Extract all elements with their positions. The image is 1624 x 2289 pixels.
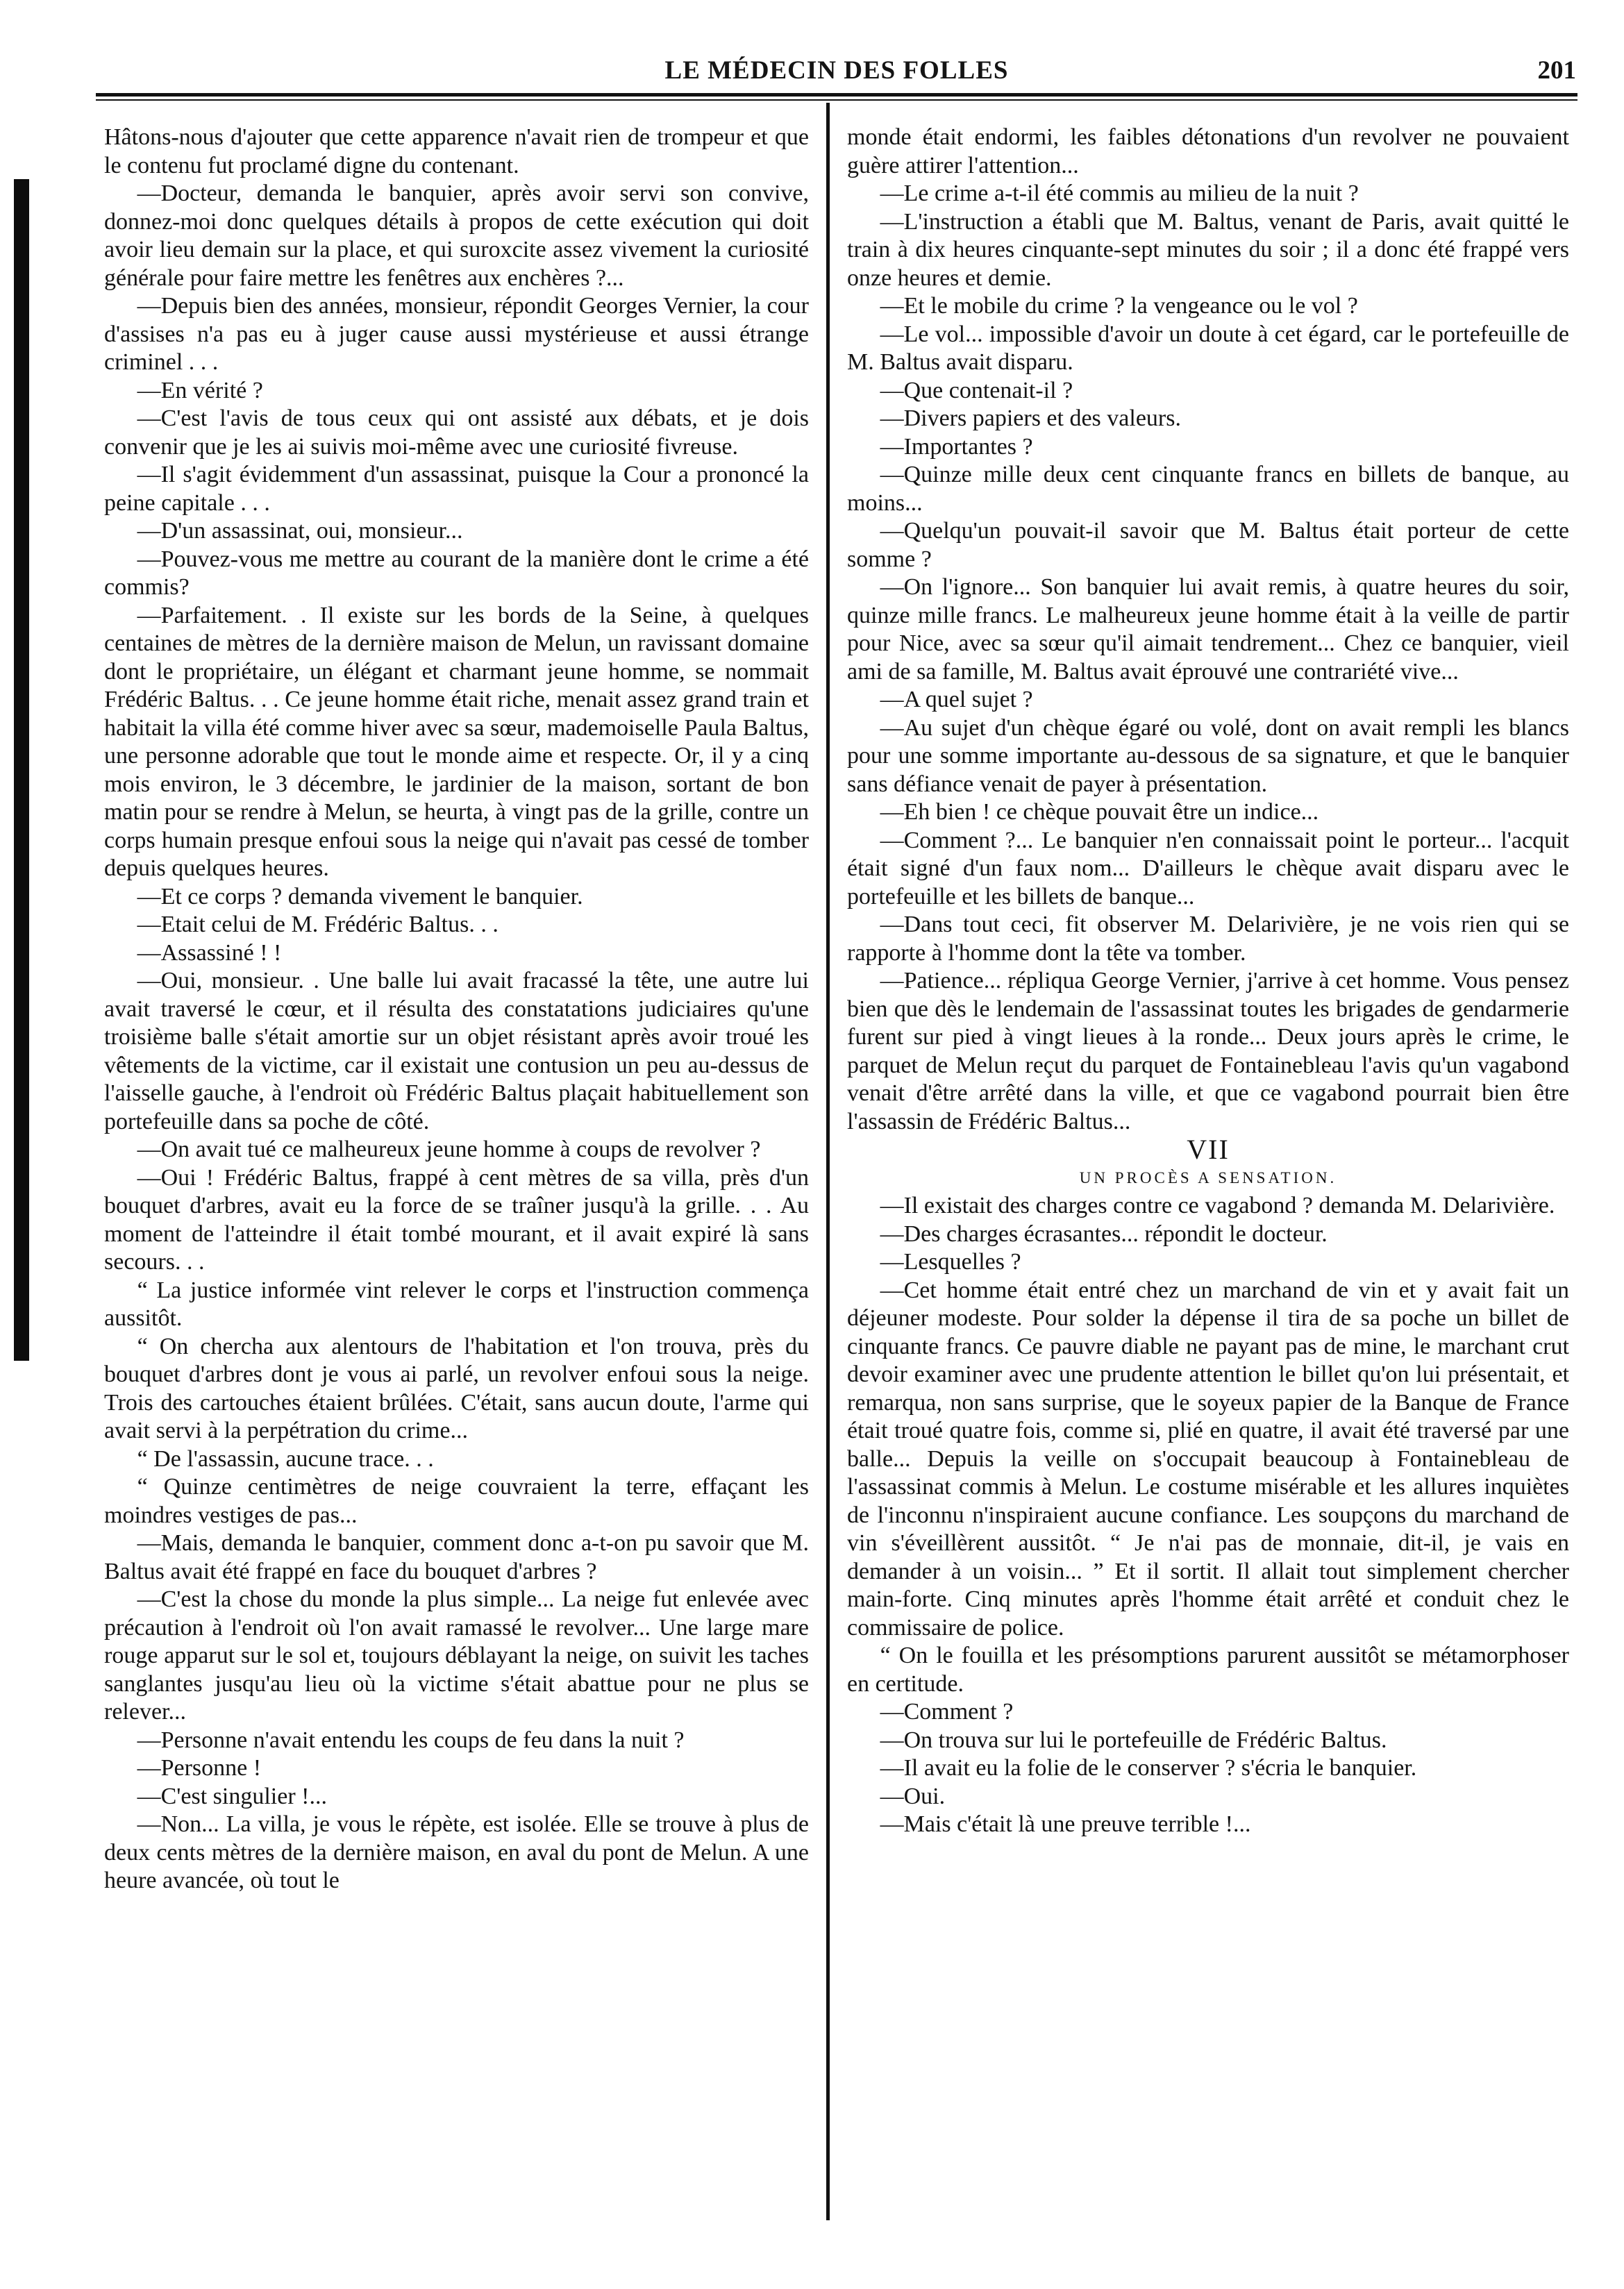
paragraph: —Quelqu'un pouvait-il savoir que M. Baltus était porteur de cette somme ? bbox=[847, 518, 1569, 572]
paragraph: —Importantes ? bbox=[880, 433, 1033, 460]
paragraph: —Oui, monsieur. . Une balle lui avait fracassé la tête, une autre lui avait traversé le cœur, et il résulta des constatations judiciaires qu'une troisième balle s'était amortie sur un objet résistant après avoir troué les vêtements de la victime, car il existait une contusion un peu au-dessus de l'aisselle gauche, à l'endroit où Frédéric Baltus plaçait habituellement son portefeuille dans sa poche de côté. bbox=[104, 968, 809, 1134]
paragraph: —Personne ! bbox=[137, 1755, 262, 1781]
paragraph: —Dans tout ceci, fit observer M. Delarivière, je ne vois rien qui se rapporte à l'homme dont la tête va tomber. bbox=[847, 912, 1569, 966]
paragraph: —Des charges écrasantes... répondit le docteur. bbox=[880, 1221, 1328, 1247]
paragraph: —Mais c'était là une preuve terrible !... bbox=[880, 1811, 1251, 1837]
paragraph: —Oui. bbox=[880, 1783, 946, 1809]
paragraph: —On l'ignore... Son banquier lui avait remis, à quatre heures du soir, quinze mille francs. Le malheureux jeune homme était à la veille de partir pour Nice, avec sa sœur qu'il aimait tendrement... Chez ce banquier, vieil ami de sa famille, M. Baltus avait éprouvé une contrariété vive... bbox=[847, 574, 1569, 685]
paragraph: —Au sujet d'un chèque égaré ou volé, dont on avait rempli les blancs pour une somme importante au-dessous de sa signature, et que le banquier sans défiance venait de payer à présentation. bbox=[847, 714, 1569, 797]
paragraph: —Personne n'avait entendu les coups de feu dans la nuit ? bbox=[137, 1727, 685, 1753]
paragraph: —Le vol... impossible d'avoir un doute à cet égard, car le portefeuille de M. Baltus avait disparu. bbox=[847, 321, 1569, 375]
paragraph: —Parfaitement. . Il existe sur les bords de la Seine, à quelques centaines de mètres de la dernière maison de Melun, un ravissant domaine dont le propriétaire, un élégant et charmant jeune homme, se nommait Frédéric Baltus. . . Ce jeune homme était riche, menait assez grand train et habitait la villa été comme hiver avec sa sœur, mademoiselle Paula Baltus, une personne adorable que tout le monde aime et respecte. Or, il y a cinq mois environ, le 3 décembre, le jardinier de la maison, sortant de bon matin pour se rendre à Melun, se heurta, à vingt pas de la grille, contre un corps humain presque enfoui sous la neige qui n'avait pas cessé de tomber depuis quelques heures. bbox=[104, 602, 809, 881]
paragraph: —Divers papiers et des valeurs. bbox=[880, 405, 1181, 431]
paragraph: —A quel sujet ? bbox=[880, 687, 1033, 712]
paragraph: —Lesquelles ? bbox=[880, 1249, 1021, 1275]
paragraph: —C'est la chose du monde la plus simple... La neige fut enlevée avec précaution à l'endroit où l'on avait ramassé le revolver... Une large mare rouge apparut sur le sol et, toujours déblayant la neige, on suivit les taches sanglantes jusqu'au lieu où la victime s'était abattue pour ne plus se relever... bbox=[104, 1586, 809, 1725]
paragraph: —Comment ? bbox=[880, 1699, 1014, 1725]
paragraph: —Il avait eu la folie de le conserver ? s'écria le banquier. bbox=[880, 1755, 1417, 1781]
paragraph: “ Quinze centimètres de neige couvraient la terre, effaçant les moindres vestiges de pas... bbox=[104, 1474, 809, 1528]
paragraph: —L'instruction a établi que M. Baltus, venant de Paris, avait quitté le train à dix heures cinquante-sept minutes du soir ; il a donc été frappé vers onze heures et demie. bbox=[847, 208, 1569, 291]
paragraph: —Etait celui de M. Frédéric Baltus. . . bbox=[137, 912, 499, 937]
paragraph: —Pouvez-vous me mettre au courant de la manière dont le crime a été commis? bbox=[104, 546, 809, 600]
header-rule-thin bbox=[96, 99, 1577, 101]
paragraph: —Quinze mille deux cent cinquante francs en billets de banque, au moins... bbox=[847, 462, 1569, 516]
paragraph: —En vérité ? bbox=[137, 377, 263, 403]
paragraph: Hâtons-nous d'ajouter que cette apparence n'avait rien de trompeur et que le contenu fut proclamé digne du contenant. bbox=[104, 124, 809, 178]
paragraph: —Et ce corps ? demanda vivement le banquier. bbox=[137, 883, 583, 909]
paragraph: —Docteur, demanda le banquier, après avoir servi son convive, donnez-moi donc quelques détails à propos de cette exécution qui doit avoir lieu demain sur la place, et qui suroxcite assez vivement la curiosité générale pour faire mettre les fenêtres aux enchères ?... bbox=[104, 181, 809, 291]
paragraph: —Depuis bien des années, monsieur, répondit Georges Vernier, la cour d'assises n'a pas eu à juger cause aussi mystérieuse et aussi étrange criminel . . . bbox=[104, 293, 809, 375]
paragraph: “ La justice informée vint relever le corps et l'instruction commença aussitôt. bbox=[104, 1277, 809, 1331]
paragraph: “ On chercha aux alentours de l'habitation et l'on trouva, près du bouquet d'arbres dont je vous ai parlé, un revolver enfoui sous la neige. Trois des cartouches étaient brûlées. C'était, sans aucun doute, l'arme qui avait servi à la perpétration du crime... bbox=[104, 1333, 809, 1443]
paragraph: monde était endormi, les faibles détonations d'un revolver ne pouvaient guère attirer l'attention... bbox=[847, 124, 1569, 178]
paragraph: —On avait tué ce malheureux jeune homme à coups de revolver ? bbox=[137, 1137, 761, 1162]
paragraph: —Eh bien ! ce chèque pouvait être un indice... bbox=[880, 799, 1319, 825]
paragraph: —C'est singulier !... bbox=[137, 1783, 327, 1809]
right-column bbox=[847, 124, 1569, 1839]
left-column bbox=[104, 124, 809, 1895]
paragraph: —Le crime a-t-il été commis au milieu de la nuit ? bbox=[880, 181, 1359, 206]
paragraph: —Comment ?... Le banquier n'en connaissait point le porteur... l'acquit était signé d'un faux nom... D'ailleurs le chèque avait disparu avec le portefeuille et les billets de banque... bbox=[847, 827, 1569, 909]
page-header bbox=[97, 49, 1576, 90]
paragraph: —Mais, demanda le banquier, comment donc a-t-on pu savoir que M. Baltus avait été frappé en face du bouquet d'arbres ? bbox=[104, 1530, 809, 1584]
page-number: 201 bbox=[1537, 56, 1576, 85]
paragraph: —Et le mobile du crime ? la vengeance ou le vol ? bbox=[880, 293, 1358, 319]
column-divider bbox=[826, 103, 830, 2220]
paragraph: —Oui ! Frédéric Baltus, frappé à cent mètres de sa villa, près d'un bouquet d'arbres, avait eu la force de se traîner jusqu'à la grille. . . Au moment de l'atteindre il était tombé mourant, et il avait expiré là sans secours. . . bbox=[104, 1164, 809, 1275]
margin-mark-bar bbox=[14, 179, 29, 1361]
paragraph: —Que contenait-il ? bbox=[880, 377, 1073, 403]
paragraph: —C'est l'avis de tous ceux qui ont assisté aux débats, et je dois convenir que je les ai suivis moi-même avec une curiosité fivreuse. bbox=[104, 405, 809, 460]
chapter-title: UN PROCÈS A SENSATION. bbox=[1079, 1168, 1337, 1187]
paragraph: —Assassiné ! ! bbox=[137, 939, 282, 966]
paragraph: “ De l'assassin, aucune trace. . . bbox=[137, 1445, 434, 1472]
paragraph: —Patience... répliqua George Vernier, j'arrive à cet homme. Vous pensez bien que dès le lendemain de l'assassinat toutes les brigades de gendarmerie furent sur pied à vingt lieues à la ronde... Deux jours après le crime, le parquet de Melun reçut du parquet de Fontainebleau l'avis qu'un vagabond venait d'être arrêté dans la ville, et que ce vagabond pourrait bien être l'assassin de Frédéric Baltus... bbox=[847, 968, 1569, 1134]
paragraph: —On trouva sur lui le portefeuille de Frédéric Baltus. bbox=[880, 1727, 1387, 1753]
paragraph: —Non... La villa, je vous le répète, est isolée. Elle se trouve à plus de deux cents mètres de la dernière maison, en aval du pont de Melun. A une heure avancée, où tout le bbox=[104, 1811, 809, 1893]
paragraph: —Il s'agit évidemment d'un assassinat, puisque la Cour a prononcé la peine capitale . . . bbox=[104, 462, 809, 516]
paragraph: —Il existait des charges contre ce vagabond ? demanda M. Delarivière. bbox=[880, 1193, 1555, 1218]
chapter-number: VII bbox=[1187, 1134, 1230, 1165]
paragraph: “ On le fouilla et les présomptions parurent aussitôt se métamorphoser en certitude. bbox=[847, 1643, 1569, 1697]
paragraph: —D'un assassinat, oui, monsieur... bbox=[137, 518, 463, 544]
header-rule bbox=[96, 93, 1577, 97]
running-title: LE MÉDECIN DES FOLLES bbox=[664, 56, 1009, 85]
paragraph: —Cet homme était entré chez un marchand de vin et y avait fait un déjeuner modeste. Pour solder la dépense il tira de sa poche un billet de cinquante francs. Ce pauvre diable ne payant pas de mine, le marchant crut devoir examiner avec une prudente attention le billet qu'on lui présentait, et remarqua, non sans surprise, que le soyeux papier de la Banque de France était troué quatre fois, comme si, plié en quatre, il avait été traversé par une balle... Depuis la veille on s'occupait beaucoup à Fontainebleau de l'assassinat commis à Melun. Le costume misérable et les allures inquiètes de l'inconnu n'inspiraient aucune confiance. Les soupçons du marchand de vin s'éveillèrent aussitôt. “ Je n'ai pas de monnaie, dit-il, je vais en demander à un voisin... ” Et il sortit. Il allait tout simplement chercher main-forte. Cinq minutes après l'homme était arrêté et conduit chez le commissaire de police. bbox=[847, 1277, 1569, 1641]
